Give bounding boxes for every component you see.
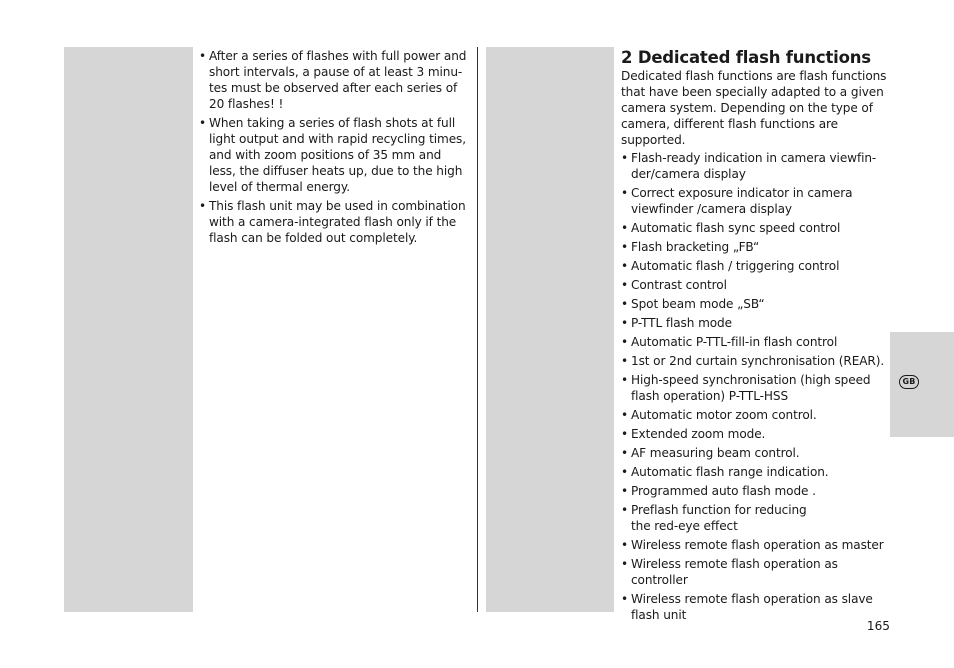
list-item: • Correct exposure indicator in camera viewfinder /camera display <box>621 185 889 217</box>
list-item: • Automatic flash / triggering control <box>621 258 889 274</box>
intro-paragraph: Dedicated flash functions are flash functions that have been specially adapted to a given camera system. Depending on the type of camera, different flash functions are supported. <box>621 69 887 147</box>
list-item: • Wireless remote flash operation as controller <box>621 556 889 588</box>
list-item: • Extended zoom mode. <box>621 426 889 442</box>
middle-margin-band <box>486 47 614 612</box>
list-item: • Automatic P-TTL-fill-in flash control <box>621 334 889 350</box>
list-item: • Spot beam mode „SB“ <box>621 296 889 312</box>
list-item: • Automatic motor zoom control. <box>621 407 889 423</box>
list-item: • AF measuring beam control. <box>621 445 889 461</box>
list-item: • Automatic flash sync speed control <box>621 220 889 236</box>
list-item: • This flash unit may be used in combination with a camera-integrated flash only if the flash can be folded out completely. <box>199 198 474 246</box>
list-item: • Flash-ready indication in camera viewfin- der/camera display <box>621 150 889 182</box>
list-item: • 1st or 2nd curtain synchronisation (REAR). <box>621 353 889 369</box>
column-divider <box>477 47 478 612</box>
list-item: • Flash bracketing „FB“ <box>621 239 889 255</box>
section-heading: 2 Dedicated flash functions <box>621 48 871 67</box>
list-item: • After a series of flashes with full power and short intervals, a pause of at least 3 minu- tes must be observed after each series of 20 flashes! ! <box>199 48 474 112</box>
list-item: • Wireless remote flash operation as master <box>621 537 889 553</box>
list-item: • When taking a series of flash shots at full light output and with rapid recycling times, and with zoom positions of 35 mm and less, the diffuser heats up, due to the high level of thermal energy. <box>199 115 474 195</box>
left-margin-band <box>64 47 193 612</box>
right-text-column <box>621 48 889 626</box>
left-bullet-list <box>199 48 474 246</box>
language-badge: GB <box>899 375 919 389</box>
list-item: • Programmed auto flash mode . <box>621 483 889 499</box>
list-item: • P-TTL flash mode <box>621 315 889 331</box>
list-item: • Preflash function for reducing the red-eye effect <box>621 502 889 534</box>
list-item: • Automatic flash range indication. <box>621 464 889 480</box>
list-item: • Contrast control <box>621 277 889 293</box>
left-text-column <box>199 48 474 249</box>
list-item: • High-speed synchronisation (high speed flash operation) P-TTL-HSS <box>621 372 889 404</box>
page-number: 165 <box>866 619 890 633</box>
flash-functions-list <box>621 150 889 623</box>
list-item: • Wireless remote flash operation as slave flash unit <box>621 591 889 623</box>
